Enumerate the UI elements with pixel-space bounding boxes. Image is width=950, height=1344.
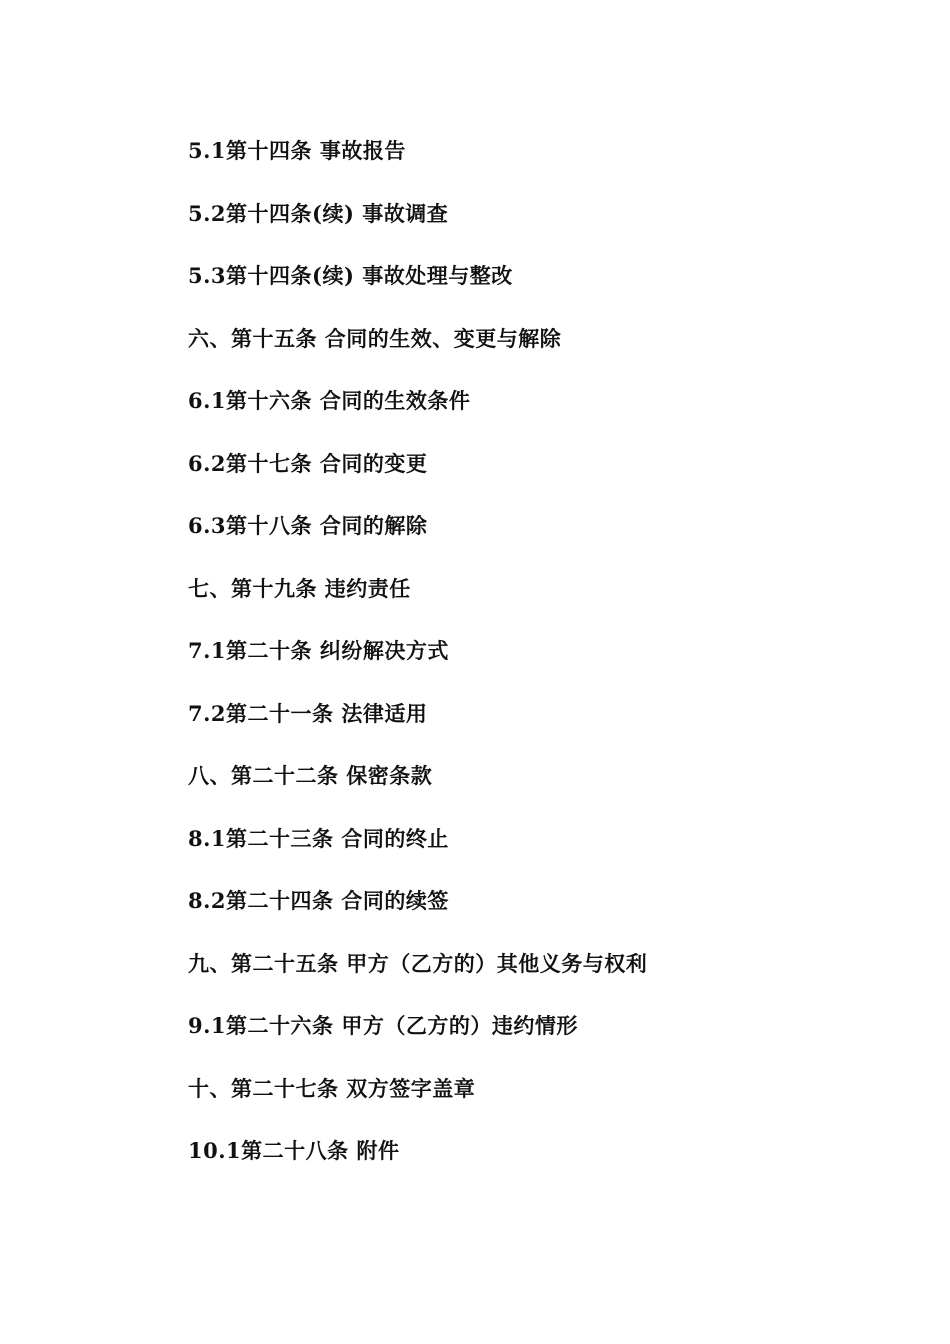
toc-line-6-1: 6.1第十六条 合同的生效条件 — [188, 388, 471, 413]
toc-line-9-1: 9.1第二十六条 甲方（乙方的）违约情形 — [188, 1013, 578, 1038]
toc-line-5-3: 5.3第十四条(续) 事故处理与整改 — [188, 263, 513, 288]
toc-line-7-2: 7.2第二十一条 法律适用 — [188, 700, 428, 726]
toc-line-8-1: 8.1第二十三条 合同的终止 — [188, 825, 449, 851]
toc-line-6: 六、第十五条 合同的生效、变更与解除 — [188, 325, 562, 351]
toc-line-7: 七、第十九条 违约责任 — [188, 575, 411, 601]
toc-line-8: 八、第二十二条 保密条款 — [188, 763, 433, 788]
toc-line-8-2: 8.2第二十四条 合同的续签 — [188, 888, 449, 913]
toc-line-9: 九、第二十五条 甲方（乙方的）其他义务与权利 — [188, 950, 648, 976]
toc-line-5-2: 5.2第十四条(续) 事故调查 — [188, 200, 449, 226]
toc-line-10: 十、第二十七条 双方签字盖章 — [188, 1075, 476, 1101]
toc-line-5-1: 5.1第十四条 事故报告 — [188, 138, 406, 163]
toc-line-10-1: 10.1第二十八条 附件 — [188, 1138, 400, 1163]
toc-line-6-2: 6.2第十七条 合同的变更 — [188, 450, 428, 476]
toc-line-6-3: 6.3第十八条 合同的解除 — [188, 513, 428, 538]
toc-line-7-1: 7.1第二十条 纠纷解决方式 — [188, 638, 449, 663]
table-of-contents — [188, 134, 647, 1197]
